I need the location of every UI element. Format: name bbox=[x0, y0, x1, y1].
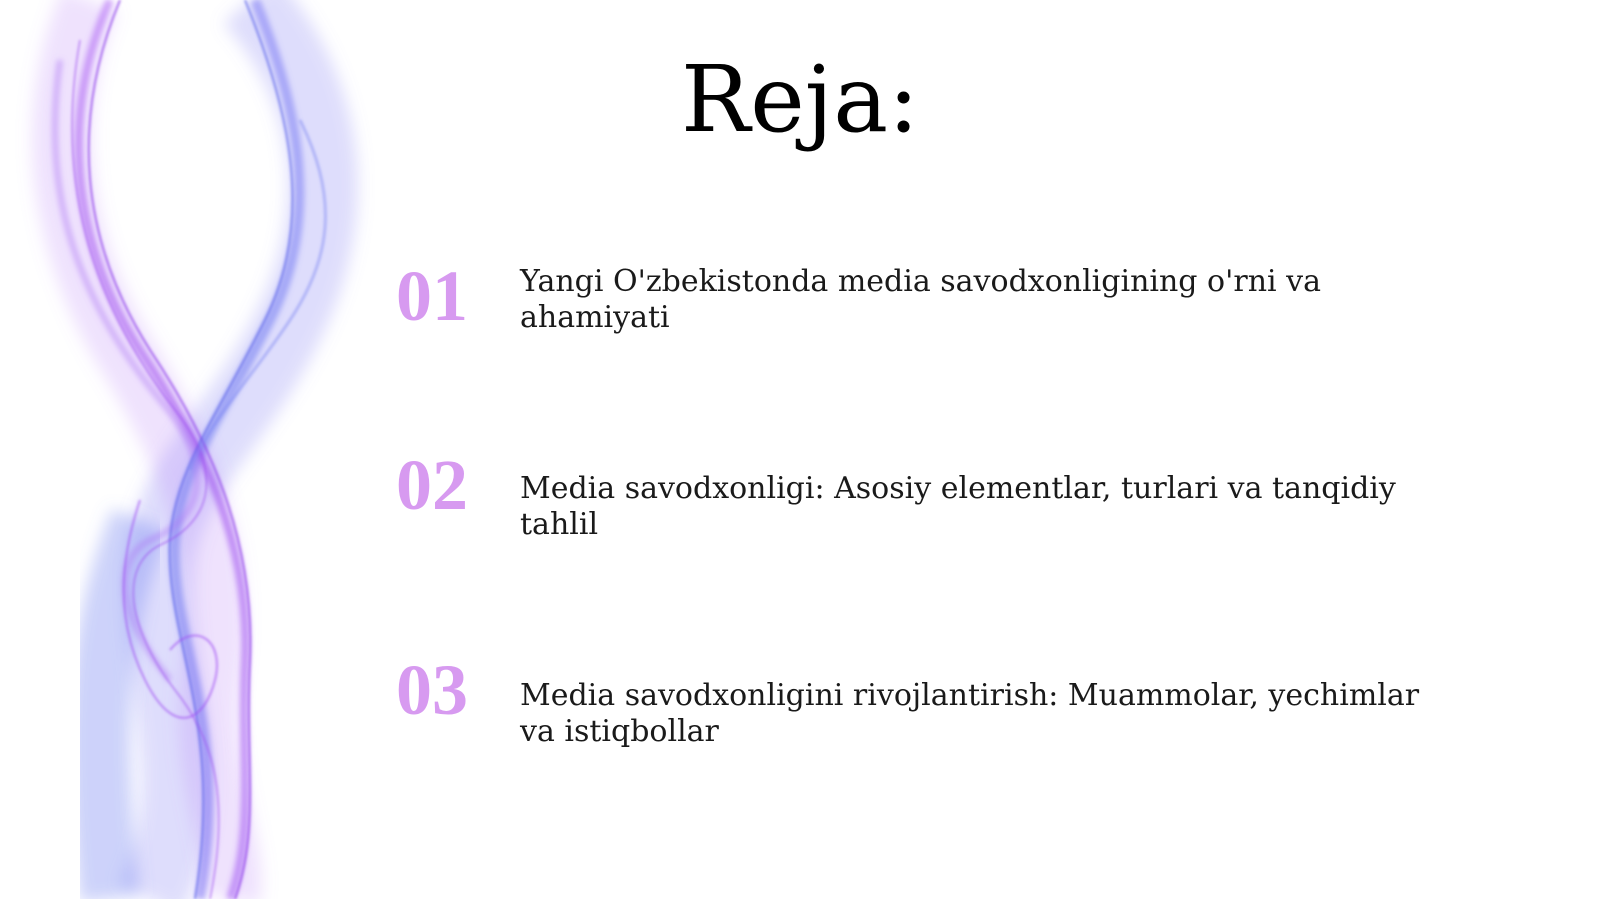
agenda-item-3 bbox=[396, 650, 1456, 749]
agenda-item-2 bbox=[396, 445, 1456, 542]
agenda-item-number: 03 bbox=[396, 650, 468, 730]
agenda-item-number: 02 bbox=[396, 445, 468, 525]
agenda-item-1 bbox=[396, 256, 1456, 346]
agenda-item-text: Media savodxonligi: Asosiy elementlar, turlari va tanqidiy tahlil bbox=[520, 471, 1396, 542]
slide-title: Reja: bbox=[680, 46, 920, 153]
agenda-item-text: Yangi O'zbekistonda media savodxonligining o'rni va ahamiyati bbox=[520, 264, 1321, 335]
agenda-item-number: 01 bbox=[396, 256, 468, 336]
purple-smoke-swirl-icon bbox=[0, 0, 400, 899]
agenda-item-text: Media savodxonligini rivojlantirish: Muammolar, yechimlar va istiqbollar bbox=[520, 678, 1420, 749]
